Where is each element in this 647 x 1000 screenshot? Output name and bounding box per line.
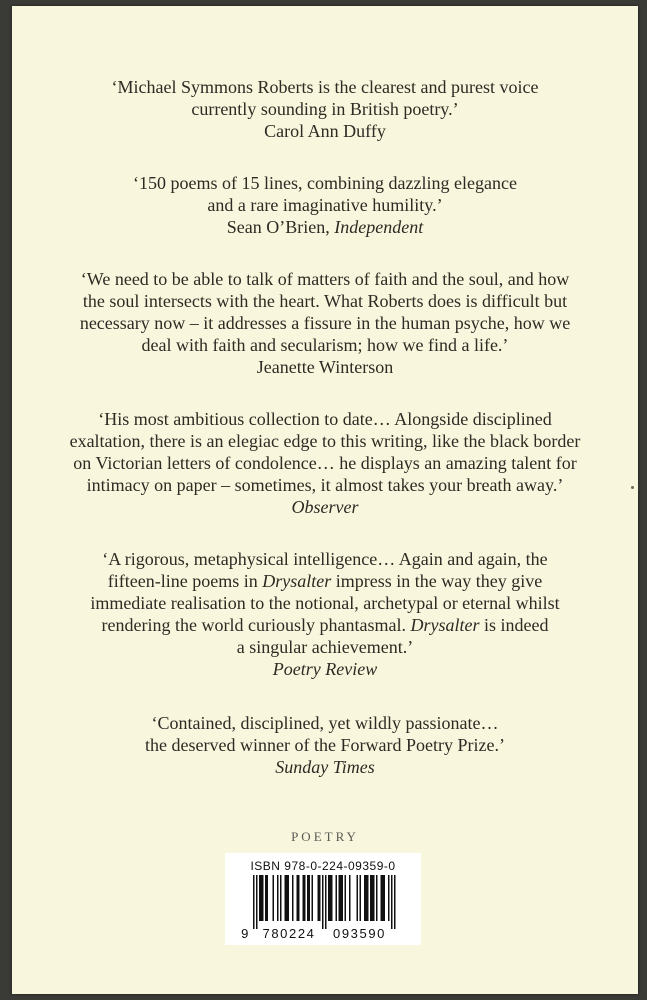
barcode-bar [360, 875, 362, 921]
quote-line: ‘Michael Symmons Roberts is the clearest and purest voice [111, 77, 539, 97]
attribution-publication: Observer [291, 497, 359, 517]
barcode-bar [280, 875, 282, 921]
quote-line [12, 636, 638, 658]
review-quote-poetry-review [12, 548, 638, 680]
barcode-bar [388, 875, 390, 921]
barcode-bar [384, 875, 386, 921]
quote-text: impress in the way they give [331, 571, 543, 591]
attribution-name: Carol Ann Duffy [264, 121, 386, 141]
quote-line: currently sounding in British poetry.’ [191, 99, 459, 119]
barcode-bar [370, 875, 372, 921]
attribution-name: Jeanette Winterson [256, 357, 394, 377]
barcode-digits: 780224 [262, 926, 316, 941]
barcode-bar [312, 875, 314, 921]
quote-attribution [12, 496, 638, 518]
barcode-bar [381, 875, 383, 921]
quote-line: and a rare imaginative humility.’ [207, 195, 443, 215]
barcode-digits: 9 [241, 926, 250, 941]
barcode-bar [366, 875, 368, 921]
barcode-bar [367, 875, 369, 921]
barcode-bar [256, 875, 258, 929]
barcode-bar [328, 875, 330, 921]
barcode-bar [345, 875, 347, 921]
barcode-digits: 093590 [333, 926, 386, 941]
review-quote-winterson [12, 268, 638, 378]
quote-text: rendering the world curiously phantasmal. [101, 615, 411, 635]
barcode-bar [319, 875, 321, 921]
quote-text: ‘A rigorous, metaphysical intelligence… Again and again, the [102, 549, 548, 569]
attribution-publication: Poetry Review [272, 659, 378, 679]
quote-attribution [12, 120, 638, 142]
quote-line: ‘150 poems of 15 lines, combining dazzling elegance [133, 173, 517, 193]
barcode-bar [330, 875, 332, 921]
quote-text: fifteen-line poems in [107, 571, 263, 591]
barcode-bar [265, 875, 267, 921]
quote-line: the deserved winner of the Forward Poetry Prize.’ [145, 735, 505, 755]
barcode-bar [331, 875, 333, 921]
barcode-bar [357, 875, 359, 921]
book-title: Drysalter [262, 571, 332, 591]
quote-attribution [12, 658, 638, 680]
barcode-graphic [239, 875, 407, 941]
genre-label: POETRY [291, 829, 359, 844]
quote-line: the soul intersects with the heart. What Roberts does is difficult but [82, 291, 568, 311]
barcode-bar [391, 875, 393, 929]
quote-line: intimacy on paper – sometimes, it almost takes your breath away.’ [86, 475, 564, 495]
barcode-bar [382, 875, 384, 921]
barcode-bar [340, 875, 342, 921]
quote-line [12, 548, 638, 570]
barcode-bar [303, 875, 305, 921]
book-back-cover [12, 6, 638, 994]
barcode-bar [262, 875, 264, 921]
barcode-bar [318, 875, 320, 921]
barcode-bar [376, 875, 378, 921]
barcode-bar [253, 875, 255, 929]
barcode-bar [286, 875, 288, 921]
barcode-bar [325, 875, 327, 929]
quote-attribution [12, 756, 638, 778]
barcode-bar [364, 875, 366, 921]
barcode-bar [298, 875, 300, 921]
barcode-bar [285, 875, 287, 921]
quote-line: ‘His most ambitious collection to date… Alongside disciplined [98, 409, 552, 429]
barcode-bar [288, 875, 290, 921]
review-quote-sunday-times [12, 712, 638, 778]
barcode-bar [261, 875, 263, 921]
isbn-barcode [225, 853, 421, 945]
barcode-bar [372, 875, 374, 921]
barcode-bar [336, 875, 338, 921]
barcode-bar [297, 875, 299, 921]
attribution-publication: Sunday Times [275, 757, 375, 777]
quote-text: a singular achievement.’ [236, 637, 414, 657]
quote-line: ‘Contained, disciplined, yet wildly passionate… [151, 713, 499, 733]
barcode-bar [277, 875, 279, 921]
quote-line: deal with faith and secularism; how we find a life.’ [141, 335, 509, 355]
quote-attribution [12, 216, 638, 238]
barcode-bar [273, 875, 275, 921]
barcode-bar [259, 875, 261, 921]
quote-line [12, 614, 638, 636]
barcode-bar [307, 875, 309, 921]
quote-line: necessary now – it addresses a fissure in the human psyche, how we [79, 313, 571, 333]
quote-text: immediate realisation to the notional, archetypal or eternal whilst [90, 593, 560, 613]
book-title: Drysalter [410, 615, 480, 635]
isbn-number: ISBN 978-0-224-09359-0 [250, 859, 396, 873]
barcode-bar [309, 875, 311, 921]
quote-line [12, 592, 638, 614]
barcode-bar [349, 875, 351, 921]
quote-line: exaltation, there is an elegiac edge to this writing, like the black border [69, 431, 581, 451]
barcode-bar [342, 875, 344, 921]
attribution-publication: Independent [334, 217, 424, 237]
review-quote-observer [12, 408, 638, 518]
barcode-bar [322, 875, 324, 929]
quote-attribution [12, 356, 638, 378]
review-quote-obrien [12, 172, 638, 238]
barcode-bar [304, 875, 306, 921]
barcode-bar [394, 875, 396, 929]
barcode-bar [267, 875, 269, 921]
barcode-bar [292, 875, 294, 921]
quote-line: ‘We need to be able to talk of matters of faith and the soul, and how [80, 269, 570, 289]
print-speck [631, 486, 634, 489]
quote-text: is indeed [479, 615, 549, 635]
attribution-name: Sean O’Brien, [226, 217, 330, 237]
review-quote-duffy [12, 76, 638, 142]
quote-line: on Victorian letters of condolence… he displays an amazing talent for [73, 453, 577, 473]
barcode-bar [339, 875, 341, 921]
quote-line [12, 570, 638, 592]
barcode-bar [373, 875, 375, 921]
